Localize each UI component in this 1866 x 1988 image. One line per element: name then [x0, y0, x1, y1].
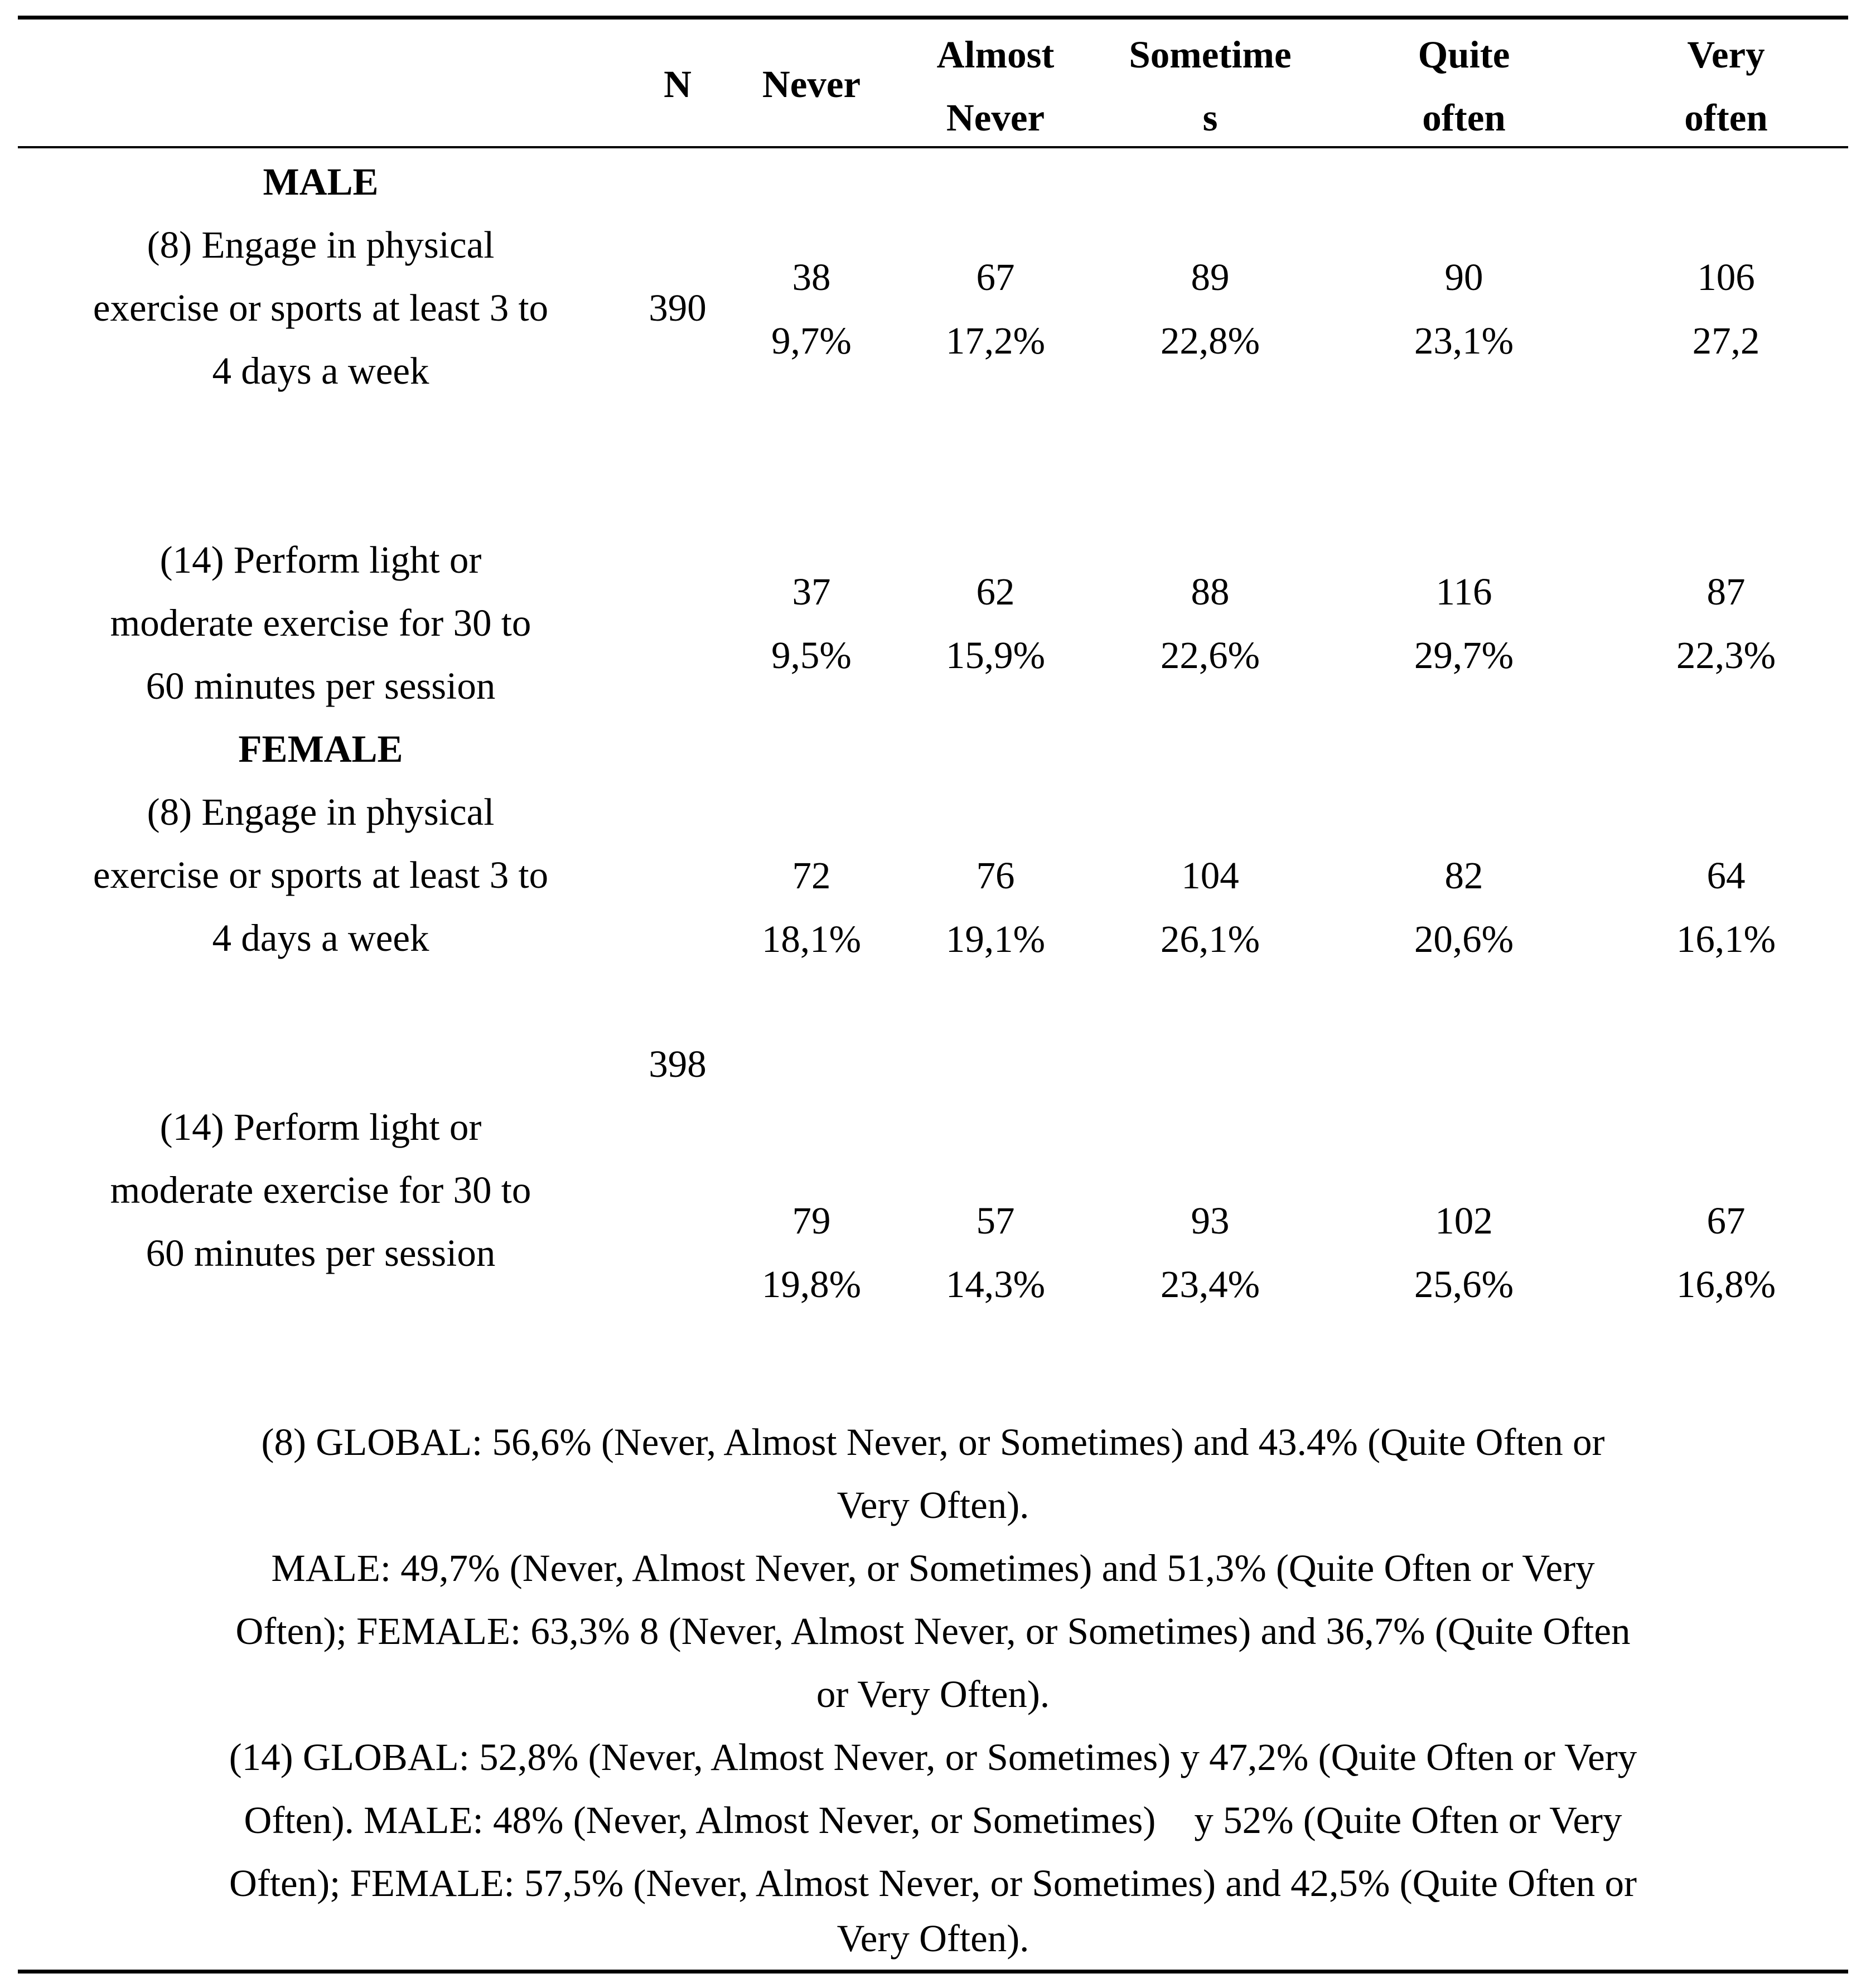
- male-item8-label-line2: exercise or sports at least 3 to: [93, 287, 549, 329]
- female-item14-almost-never: 57 14,3%: [945, 1199, 1046, 1305]
- note-line: Very Often).: [837, 1917, 1029, 1960]
- female-item14-sometimes: 93 23,4%: [1160, 1199, 1260, 1305]
- female-item8-very-often: 64 16,1%: [1676, 854, 1776, 960]
- male-item14-label-line3: 60 minutes per session: [146, 665, 496, 707]
- header-very-often-line2: often: [1684, 96, 1768, 139]
- note-line: Often). MALE: 48% (Never, Almost Never, or Sometimes) y 52% (Quite Often or Very: [244, 1799, 1622, 1841]
- male-section-title: MALE: [263, 161, 379, 203]
- male-item8-label-line1: (8) Engage in physical: [147, 224, 495, 266]
- note-line: Often); FEMALE: 63,3% 8 (Never, Almost Never, or Sometimes) and 36,7% (Quite Often: [235, 1610, 1631, 1652]
- male-item8-sometimes: 89 22,8%: [1160, 256, 1260, 362]
- note-line: (8) GLOBAL: 56,6% (Never, Almost Never, or Sometimes) and 43.4% (Quite Often or: [261, 1421, 1605, 1463]
- table-top-rule: [18, 16, 1848, 20]
- male-item14-never: 37 9,5%: [771, 570, 852, 676]
- female-item8-almost-never: 76 19,1%: [945, 854, 1046, 960]
- note-line: or Very Often).: [816, 1673, 1050, 1715]
- male-item14-label-line1: (14) Perform light or: [159, 539, 482, 581]
- female-item14-label-line1: (14) Perform light or: [159, 1106, 482, 1148]
- header-sometimes-line2: s: [1202, 96, 1218, 139]
- female-n-value: 398: [649, 1043, 707, 1085]
- header-never: Never: [762, 63, 861, 105]
- header-n: N: [664, 63, 692, 105]
- table-bottom-rule: [18, 1970, 1848, 1974]
- note-line: Very Often).: [837, 1484, 1029, 1526]
- female-item8-never: 72 18,1%: [761, 854, 862, 960]
- male-item14-sometimes: 88 22,6%: [1160, 570, 1260, 676]
- female-item14-quite-often: 102 25,6%: [1414, 1199, 1514, 1305]
- female-item8-sometimes: 104 26,1%: [1160, 854, 1260, 960]
- female-item14-very-often: 67 16,8%: [1676, 1199, 1776, 1305]
- note-line: MALE: 49,7% (Never, Almost Never, or Sometimes) and 51,3% (Quite Often or Very: [271, 1547, 1595, 1589]
- male-item8-quite-often: 90 23,1%: [1414, 256, 1514, 362]
- male-n-value: 390: [649, 287, 707, 329]
- header-almost-never-line2: Never: [946, 96, 1045, 139]
- header-very-often-line1: Very: [1687, 33, 1765, 76]
- male-item14-almost-never: 62 15,9%: [945, 570, 1046, 676]
- note-line: (14) GLOBAL: 52,8% (Never, Almost Never, or Sometimes) y 47,2% (Quite Often or Very: [229, 1736, 1637, 1778]
- female-section-title: FEMALE: [238, 728, 403, 770]
- male-item8-almost-never: 67 17,2%: [945, 256, 1046, 362]
- female-item8-quite-often: 82 20,6%: [1414, 854, 1514, 960]
- male-item8-very-often: 106 27,2: [1692, 256, 1760, 362]
- female-item14-label-line3: 60 minutes per session: [146, 1232, 496, 1274]
- male-item14-quite-often: 116 29,7%: [1414, 570, 1514, 676]
- note-line: Often); FEMALE: 57,5% (Never, Almost Never, or Sometimes) and 42,5% (Quite Often or: [229, 1862, 1637, 1904]
- header-almost-never-line1: Almost: [936, 33, 1055, 76]
- header-sometimes-line1: Sometime: [1129, 33, 1292, 76]
- male-item14-label-line2: moderate exercise for 30 to: [110, 602, 531, 644]
- female-item8-label-line3: 4 days a week: [212, 917, 429, 959]
- male-item8-never: 38 9,7%: [771, 256, 852, 362]
- male-item8-label-line3: 4 days a week: [212, 350, 429, 392]
- female-item14-never: 79 19,8%: [761, 1199, 862, 1305]
- header-quite-often-line1: Quite: [1418, 33, 1510, 76]
- female-item14-label-line2: moderate exercise for 30 to: [110, 1169, 531, 1211]
- female-item8-label-line1: (8) Engage in physical: [147, 791, 495, 833]
- header-quite-often-line2: often: [1422, 96, 1506, 139]
- female-item8-label-line2: exercise or sports at least 3 to: [93, 854, 549, 896]
- male-item14-very-often: 87 22,3%: [1676, 570, 1776, 676]
